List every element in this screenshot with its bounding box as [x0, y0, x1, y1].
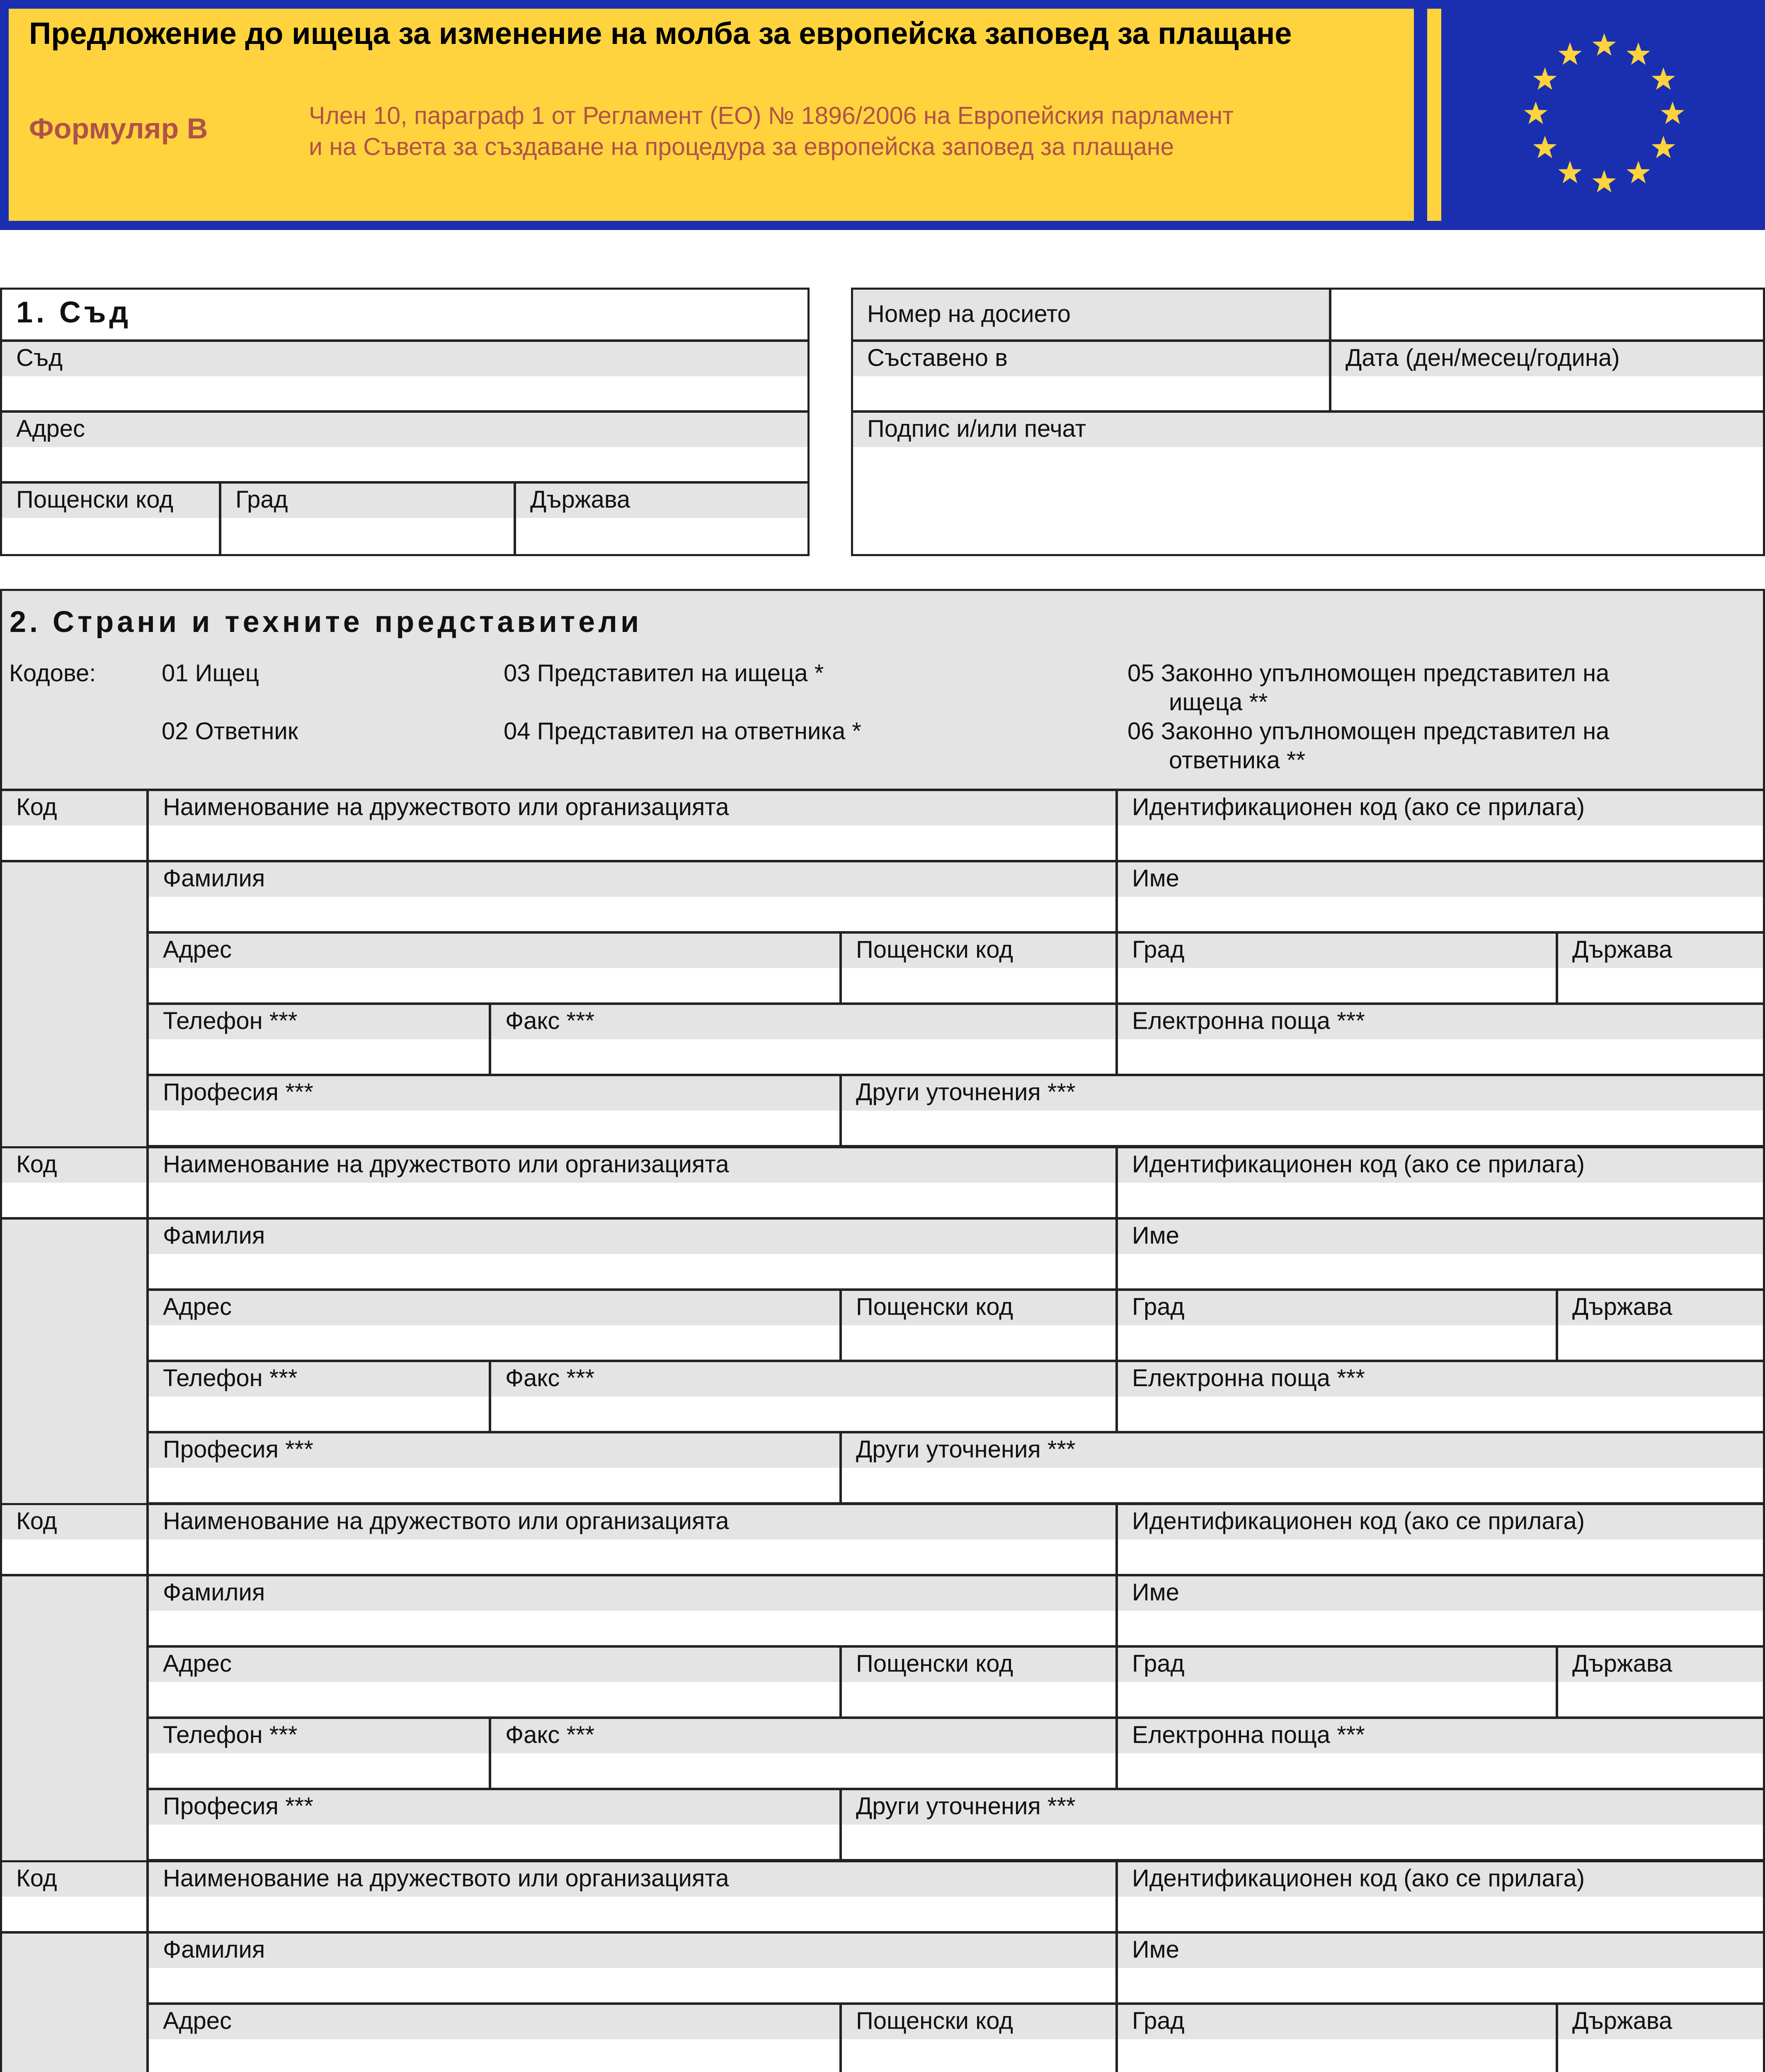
court-section-header — [0, 288, 810, 341]
party-1-phone-label: Телефон *** — [149, 1005, 489, 1039]
party-2-id-code-field[interactable] — [1116, 1146, 1765, 1219]
code-02: 02 Ответник — [162, 718, 298, 745]
party-1-profession-label: Професия *** — [149, 1076, 839, 1111]
party-1-other-details-label: Други уточнения *** — [842, 1076, 1763, 1111]
party-1-address-label: Адрес — [149, 934, 839, 968]
eu-flag-star-icon — [1661, 102, 1685, 124]
form-title: Предложение до ищеца за изменение на молба за европейска заповед за плащане — [29, 16, 1292, 51]
party-4-id-code-field[interactable] — [1116, 1860, 1765, 1933]
party-2-country-label: Държава — [1558, 1291, 1763, 1325]
party-2-address-label: Адрес — [149, 1291, 839, 1325]
party-3-postal-code-field[interactable] — [840, 1646, 1118, 1719]
party-1-id-code-label: Идентификационен код (ако се прилага) — [1118, 791, 1763, 825]
parties-section-header — [0, 589, 1765, 791]
party-3-profession-field[interactable] — [147, 1788, 841, 1861]
party-3-email-label: Електронна поща *** — [1118, 1719, 1763, 1753]
party-1-city-field[interactable] — [1116, 932, 1558, 1005]
party-3-first-name-label: Име — [1118, 1576, 1763, 1611]
party-1-code-side-block — [0, 860, 148, 1152]
party-1-fax-label: Факс *** — [491, 1005, 1115, 1039]
eu-flag-star-icon — [1593, 170, 1616, 192]
court-address-field[interactable] — [0, 411, 810, 483]
party-3-id-code-field[interactable] — [1116, 1503, 1765, 1576]
party-2-profession-field[interactable] — [147, 1431, 841, 1504]
eu-flag-star-icon — [1558, 42, 1582, 65]
court-section-title: 1. Съд — [16, 296, 132, 329]
party-3-phone-field[interactable] — [147, 1717, 491, 1790]
party-1-profession-field[interactable] — [147, 1074, 841, 1147]
code-05-line2: ищеца ** — [1169, 689, 1268, 716]
party-2-postal-code-field[interactable] — [840, 1289, 1118, 1362]
party-1-fax-field[interactable] — [489, 1003, 1118, 1076]
party-2-surname-label: Фамилия — [149, 1220, 1115, 1254]
party-2-city-field[interactable] — [1116, 1289, 1558, 1362]
eu-flag-icon — [1501, 25, 1708, 203]
party-2-email-label: Електронна поща *** — [1118, 1362, 1763, 1397]
drawn-up-in-label: Съставено в — [853, 342, 1329, 376]
party-3-city-field[interactable] — [1116, 1646, 1558, 1719]
court-city-field[interactable] — [219, 482, 516, 556]
party-3-first-name-field[interactable] — [1116, 1574, 1765, 1647]
party-2-fax-label: Факс *** — [491, 1362, 1115, 1397]
party-1-email-field[interactable] — [1116, 1003, 1765, 1076]
eu-flag-star-icon — [1533, 68, 1557, 90]
form-label: Формуляр В — [29, 112, 208, 145]
party-2-first-name-field[interactable] — [1116, 1218, 1765, 1290]
court-label: Съд — [2, 342, 807, 376]
eu-flag-star-icon — [1524, 102, 1548, 124]
party-1-postal-code-label: Пощенски код — [842, 934, 1115, 968]
party-3-fax-label: Факс *** — [491, 1719, 1115, 1753]
party-2-surname-field[interactable] — [147, 1218, 1118, 1290]
court-country-label: Държава — [516, 484, 807, 518]
court-country-field[interactable] — [514, 482, 810, 556]
code-06-line2: ответника ** — [1169, 747, 1306, 774]
party-3-phone-label: Телефон *** — [149, 1719, 489, 1753]
eu-flag-star-icon — [1593, 33, 1616, 56]
party-3-country-field[interactable] — [1556, 1646, 1765, 1719]
party-4-code-label: Код — [2, 1862, 146, 1897]
code-01: 01 Ищец — [162, 660, 259, 687]
court-postal-code-label: Пощенски код — [2, 484, 219, 518]
code-06-line1: 06 Законно упълномощен представител на — [1127, 718, 1610, 745]
party-3-surname-field[interactable] — [147, 1574, 1118, 1647]
eu-flag-star-icon — [1627, 42, 1650, 65]
party-3-city-label: Град — [1118, 1648, 1556, 1682]
eu-flag-star-icon — [1558, 161, 1582, 183]
eu-flag-star-icon — [1533, 136, 1557, 158]
party-1-postal-code-field[interactable] — [840, 932, 1118, 1005]
file-number-label: Номер на досието — [853, 290, 1329, 339]
party-2-fax-field[interactable] — [489, 1360, 1118, 1433]
party-4-code-field[interactable] — [0, 1860, 148, 1933]
codes-label: Кодове: — [9, 660, 96, 687]
party-3-postal-code-label: Пощенски код — [842, 1648, 1115, 1682]
party-4-city-field[interactable] — [1116, 2003, 1558, 2072]
regulation-reference-line2: и на Съвета за създаване на процедура за европейска заповед за плащане — [309, 133, 1174, 160]
code-05-line1: 05 Законно упълномощен представител на — [1127, 660, 1610, 687]
party-3-address-field[interactable] — [147, 1646, 841, 1719]
signature-label: Подпис и/или печат — [853, 413, 1763, 447]
party-1-country-label: Държава — [1558, 934, 1763, 968]
party-1-email-label: Електронна поща *** — [1118, 1005, 1763, 1039]
party-4-code-side-block — [0, 1932, 148, 2072]
party-3-organisation-field[interactable] — [147, 1503, 1118, 1576]
party-2-phone-label: Телефон *** — [149, 1362, 489, 1397]
party-3-other-details-label: Други уточнения *** — [842, 1790, 1763, 1825]
party-3-code-side-block — [0, 1574, 148, 1866]
party-4-first-name-field[interactable] — [1116, 1932, 1765, 2004]
file-number-field[interactable] — [1329, 288, 1765, 341]
party-2-profession-label: Професия *** — [149, 1433, 839, 1468]
party-2-address-field[interactable] — [147, 1289, 841, 1362]
party-4-country-label: Държава — [1558, 2005, 1763, 2039]
party-2-organisation-label: Наименование на дружеството или организацията — [149, 1148, 1115, 1183]
party-3-surname-label: Фамилия — [149, 1576, 1115, 1611]
party-1-first-name-field[interactable] — [1116, 860, 1765, 933]
party-4-organisation-field[interactable] — [147, 1860, 1118, 1933]
header-divider-stripe — [1427, 9, 1441, 221]
date-label: Дата (ден/месец/година) — [1331, 342, 1763, 376]
party-1-address-field[interactable] — [147, 932, 841, 1005]
party-2-phone-field[interactable] — [147, 1360, 491, 1433]
party-4-address-field[interactable] — [147, 2003, 841, 2072]
party-3-code-label: Код — [2, 1505, 146, 1539]
signature-field[interactable] — [851, 411, 1765, 556]
court-address-label: Адрес — [2, 413, 807, 447]
eu-flag-star-icon — [1627, 161, 1650, 183]
party-2-code-label: Код — [2, 1148, 146, 1183]
party-1-city-label: Град — [1118, 934, 1556, 968]
party-1-phone-field[interactable] — [147, 1003, 491, 1076]
party-4-first-name-label: Име — [1118, 1934, 1763, 1968]
code-03: 03 Представител на ищеца * — [504, 660, 824, 687]
party-2-id-code-label: Идентификационен код (ако се прилага) — [1118, 1148, 1763, 1183]
party-1-surname-label: Фамилия — [149, 862, 1115, 897]
party-3-other-details-field[interactable] — [840, 1788, 1765, 1861]
date-field[interactable] — [1329, 340, 1765, 412]
party-4-postal-code-label: Пощенски код — [842, 2005, 1115, 2039]
party-3-address-label: Адрес — [149, 1648, 839, 1682]
party-4-organisation-label: Наименование на дружеството или организацията — [149, 1862, 1115, 1897]
party-3-organisation-label: Наименование на дружеството или организацията — [149, 1505, 1115, 1539]
court-field[interactable] — [0, 340, 810, 412]
party-1-other-details-field[interactable] — [840, 1074, 1765, 1147]
eu-flag-star-icon — [1651, 136, 1675, 158]
party-1-country-field[interactable] — [1556, 932, 1765, 1005]
party-3-profession-label: Професия *** — [149, 1790, 839, 1825]
file-number-label-cell — [851, 288, 1331, 341]
party-3-id-code-label: Идентификационен код (ако се прилага) — [1118, 1505, 1763, 1539]
party-3-fax-field[interactable] — [489, 1717, 1118, 1790]
party-1-code-label: Код — [2, 791, 146, 825]
party-4-address-label: Адрес — [149, 2005, 839, 2039]
party-1-organisation-field[interactable] — [147, 789, 1118, 862]
party-1-surname-field[interactable] — [147, 860, 1118, 933]
party-1-id-code-field[interactable] — [1116, 789, 1765, 862]
party-2-first-name-label: Име — [1118, 1220, 1763, 1254]
party-3-country-label: Държава — [1558, 1648, 1763, 1682]
party-4-id-code-label: Идентификационен код (ако се прилага) — [1118, 1862, 1763, 1897]
party-1-code-field[interactable] — [0, 789, 148, 862]
party-4-surname-field[interactable] — [147, 1932, 1118, 2004]
party-2-code-side-block — [0, 1218, 148, 1509]
party-1-first-name-label: Име — [1118, 862, 1763, 897]
court-city-label: Град — [221, 484, 514, 518]
party-4-surname-label: Фамилия — [149, 1934, 1115, 1968]
regulation-reference-line1: Член 10, параграф 1 от Регламент (ЕО) № 1896/2006 на Европейския парламент — [309, 102, 1234, 129]
party-2-email-field[interactable] — [1116, 1360, 1765, 1433]
parties-section-title: 2. Страни и техните представители — [10, 605, 642, 639]
party-3-code-field[interactable] — [0, 1503, 148, 1576]
party-4-country-field[interactable] — [1556, 2003, 1765, 2072]
party-2-code-field[interactable] — [0, 1146, 148, 1219]
party-4-postal-code-field[interactable] — [840, 2003, 1118, 2072]
party-2-country-field[interactable] — [1556, 1289, 1765, 1362]
code-04: 04 Представител на ответника * — [504, 718, 862, 745]
party-3-email-field[interactable] — [1116, 1717, 1765, 1790]
court-postal-code-field[interactable] — [0, 482, 221, 556]
party-2-other-details-field[interactable] — [840, 1431, 1765, 1504]
drawn-up-in-field[interactable] — [851, 340, 1331, 412]
party-2-organisation-field[interactable] — [147, 1146, 1118, 1219]
party-2-other-details-label: Други уточнения *** — [842, 1433, 1763, 1468]
party-1-organisation-label: Наименование на дружеството или организацията — [149, 791, 1115, 825]
party-2-city-label: Град — [1118, 1291, 1556, 1325]
eu-flag-star-icon — [1651, 68, 1675, 90]
party-4-city-label: Град — [1118, 2005, 1556, 2039]
party-2-postal-code-label: Пощенски код — [842, 1291, 1115, 1325]
